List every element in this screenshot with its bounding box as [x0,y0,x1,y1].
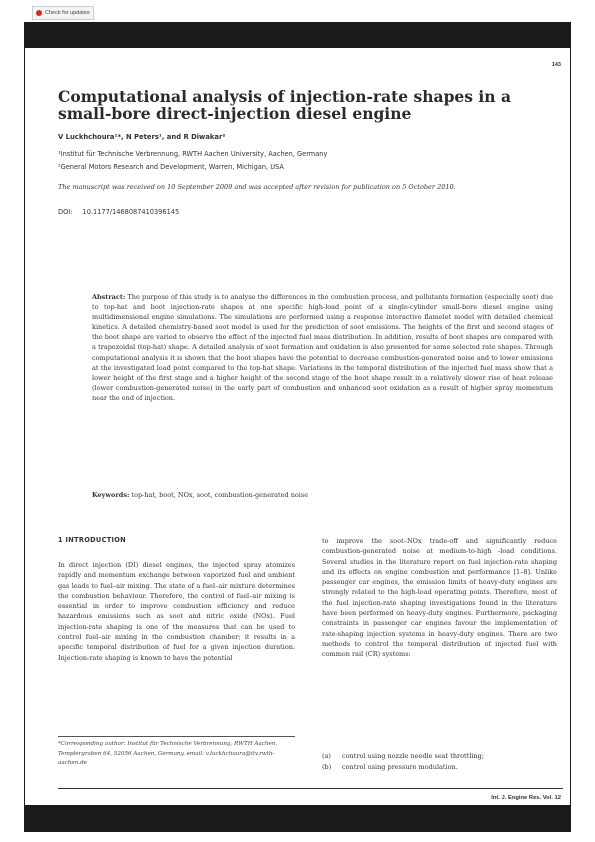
author-list: V Luckhchoura¹*, N Peters¹, and R Diwakar² [58,133,226,141]
affiliation-2: ²General Motors Research and Development, Warren, Michigan, USA [58,163,284,171]
crossmark-label: Check for updates [45,10,90,16]
list-item-label: (b) [322,763,332,771]
bottom-black-bar [24,805,571,832]
list-item-text: control using pressure modulation. [342,763,458,771]
keywords-label: Keywords: [92,491,130,499]
keywords-text: top-hat, boot, NOx, soot, combustion-generated noise [131,491,309,499]
running-footer: Int. J. Engine Res. Vol. 12 [491,795,561,801]
list-item [322,762,557,773]
abstract-label: Abstract: [92,293,126,301]
abstract [92,292,553,403]
affiliation-1: ¹Institut für Technische Verbrennung, RWTH Aachen University, Aachen, Germany [58,150,328,158]
intro-column-left: In direct injection (DI) diesel engines, the injected spray atomizes rapidly and momentum exchange between vaporized fuel and ambient gas leads to fuel–air mixing. The state of a fuel–air mixture determines the combustion behaviour. Therefore, the control of fuel–air mixing is essential in order to improve combustion efficiency and reduce hazardous emissions such as soot and nitric oxide (NOx). Fuel injection-rate shaping is one of the measures that can be used to control fuel–air mixing in the combustion chamber; it results in a specific temporal distribution of fuel for a given injection duration. Injection-rate shaping is known to have the potential [58,561,295,662]
crossmark-icon [36,10,42,16]
doi-label: DOI: [58,208,73,216]
received-note: The manuscript was received on 10 September 2009 and was accepted after revision for publication on 5 October 2010. [58,183,456,191]
paper-title: Computational analysis of injection-rate shapes in a small-bore direct-injection diesel engine [58,87,511,123]
list-item [322,751,557,762]
list-item-text: control using nozzle needle seat throttling; [342,752,484,760]
method-list [322,751,557,773]
footnote-rule [58,736,295,737]
page-number: 143 [551,62,561,68]
abstract-text: The purpose of this study is to analyse the differences in the combustion process, and pollutants formation (especially soot) due to top-hat and boot injection-rate shapes at one specific high-load point of a single-cylinder small-bore diesel engine using multidimensional engine simulations. The simulations are performed using a response interactive flamelet model with detailed chemical kinetics. A detailed chemistry-based soot model is used for the prediction of soot emissions. The heights of the first and second stages of the boot shape are varied to observe the effect of the injected fuel mass distribution. In addition, results of boot shapes are compared with a trapezoidal (top-hat) shape. A detailed analysis of soot formation and oxidation is also presented for some selected rate shapes. Through computational analysis it is shown that the boot shapes have the potential to decrease combustion-generated noise and to lower emissions at the investigated load point compared to the top-hat shape. Variations in the temporal distribution of the injected fuel mass show that a lower height of the first stage and a higher height of the second stage of the boot shape result in a relatively slower rise of heat release (lower combustion-generated noise) in the early part of combustion and enhanced soot oxidation as a result of higher spray momentum near the end of injection. [92,293,553,402]
keywords [92,491,553,499]
top-black-bar [24,22,571,49]
section-heading-introduction: 1 INTRODUCTION [58,536,126,544]
intro-column-right: to improve the soot–NOx trade-off and significantly reduce combustion-generated noise at medium-to-high -load conditions. Several studies in the literature report on fuel injection-rate shaping and its effects on engine combustion and performance [1–8]. Unlike passenger car engines, the emission limits of heavy-duty engines are strongly related to the high-load operating points. Therefore, most of the fuel injection-rate shaping investigations found in the literature have been performed on heavy-duty engines. Furthermore, packaging constraints in passenger car engines favour the implementation of rate-shaping injection systems in heavy-duty engines. There are two methods to control the temporal distribution of injected fuel with common rail (CR) systems: [322,537,557,659]
doi-line [58,208,179,216]
corresponding-author-footnote: *Corresponding author: Institut für Technische Verbrennung, RWTH Aachen, Templergraben 64, 52056 Aachen, Germany. email: v.luckhchoura@itv.rwth-aachen.de [58,741,278,766]
list-item-label: (a) [322,752,331,760]
footer-rule [58,788,563,789]
crossmark-badge[interactable] [32,6,94,20]
doi-value[interactable]: 10.1177/1468087410396145 [82,208,180,216]
